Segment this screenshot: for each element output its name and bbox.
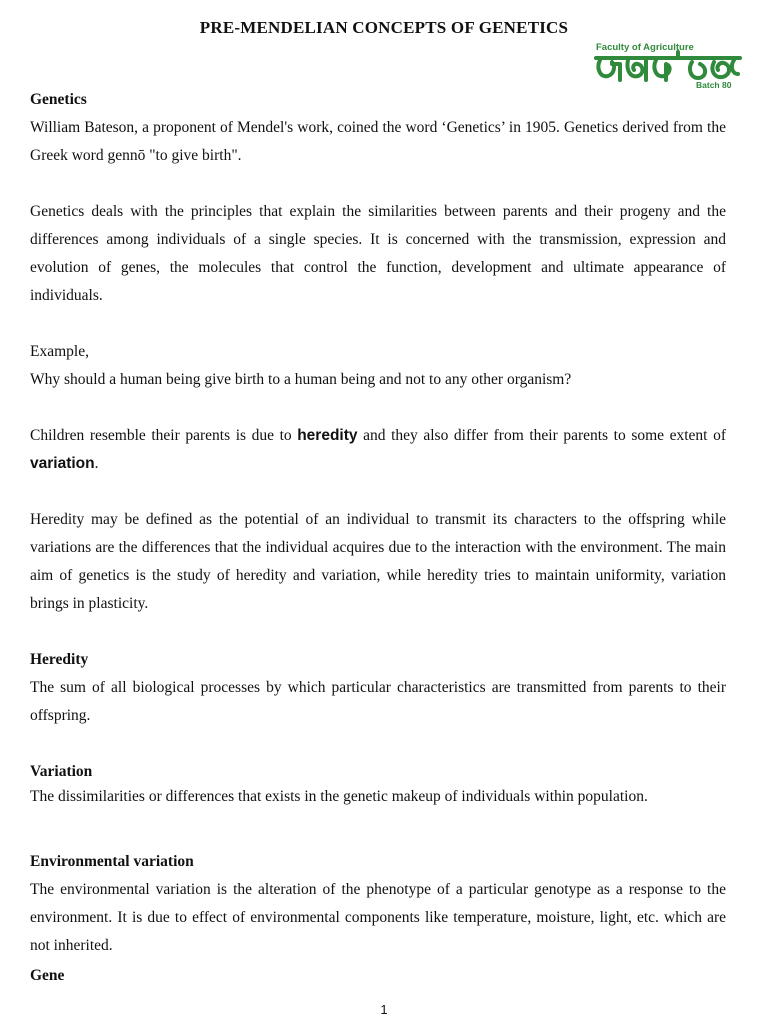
example-label: Example, — [30, 343, 89, 360]
document-body — [30, 86, 726, 990]
genetics-paragraph-3 — [30, 422, 726, 478]
example-question: Why should a human being give birth to a human being and not to any other organism? — [30, 371, 572, 388]
environmental-variation-paragraph: The environmental variation is the alteration of the phenotype of a particular genotype as a response to the environment. It is due to effect of environmental components like temperature, moisture, light, etc. which are not inherited. — [30, 881, 726, 954]
page-number: 1 — [380, 1002, 388, 1017]
p3-text-3: . — [94, 455, 99, 472]
variation-term: variation — [30, 455, 95, 472]
p3-text-1: Children resemble their parents is due to — [30, 427, 298, 444]
page-title: PRE-MENDELIAN CONCEPTS OF GENETICS — [199, 18, 569, 37]
variation-heading: Variation — [30, 763, 93, 780]
genetics-paragraph-4: Heredity may be defined as the potential of an individual to transmit its characters to the offspring while variations are the differences that the individual acquires due to the interaction with the environment. The main aim of genetics is the study of heredity and variation, while heredity tries to maintain uniformity, variation brings in plasticity. — [30, 511, 726, 612]
logo-faculty-text: Faculty of Agriculture — [596, 42, 694, 53]
genetics-paragraph-1: William Bateson, a proponent of Mendel's work, coined the word ‘Genetics’ in 1905. Genetics derived from the Greek word gennō "to give birth". — [30, 119, 726, 164]
gene-heading: Gene — [30, 967, 65, 984]
genetics-heading: Genetics — [30, 91, 87, 108]
p3-text-2: and they also differ from their parents to some extent of — [357, 427, 726, 444]
heredity-term: heredity — [297, 427, 358, 444]
environmental-variation-heading: Environmental variation — [30, 853, 194, 870]
variation-paragraph: The dissimilarities or differences that exists in the genetic makeup of individuals within population. — [30, 788, 648, 805]
genetics-paragraph-2: Genetics deals with the principles that explain the similarities between parents and their progeny and the differences among individuals of a single species. It is concerned with the transmission, expression and evolution of genes, the molecules that control the function, development and ultimate appearance of individuals. — [30, 203, 726, 304]
logo-batch-text: Batch 80 — [696, 80, 732, 90]
heredity-heading: Heredity — [30, 651, 89, 668]
faculty-logo — [594, 42, 744, 90]
logo-wordmark-icon — [594, 50, 744, 84]
heredity-paragraph: The sum of all biological processes by which particular characteristics are transmitted from parents to their offspring. — [30, 679, 726, 724]
